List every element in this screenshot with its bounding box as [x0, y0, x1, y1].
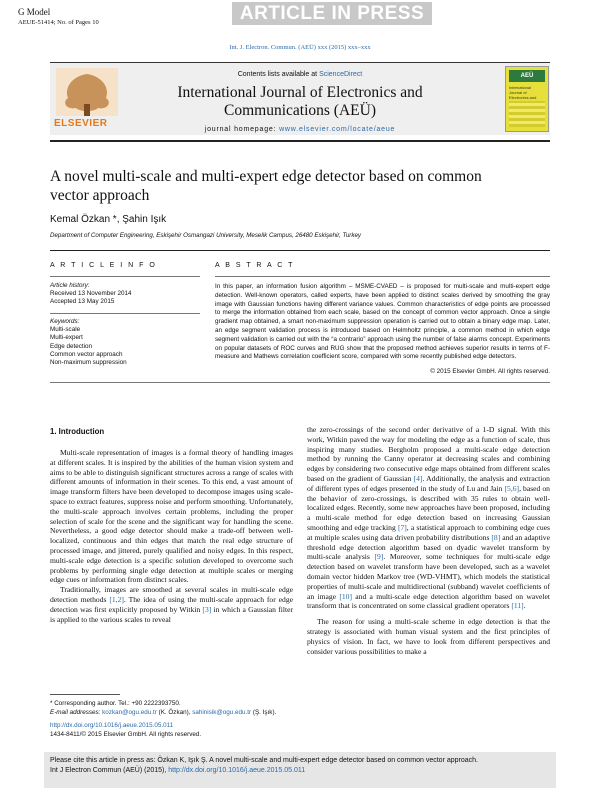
cover-subtitle: International Journal of Electronics and	[509, 85, 537, 100]
footnote-emails	[50, 709, 276, 717]
text-run: and a multi-scale edge detection algorithm based on wavelet transform that is concentrated on some classical gradient operators	[307, 591, 550, 611]
paper-title	[50, 167, 550, 205]
text-run: and an adaptive threshold edge detection algorithm based on dyadic wavelet transform by multi-scale analysis	[307, 532, 550, 562]
cite-line-1: Please cite this article in press as: Özkan K, Işık Ş. A novel multi-scale and multi-expert edge detector based on common vector approach.	[50, 757, 478, 764]
text-run: .	[523, 601, 526, 611]
citation-link[interactable]: [7]	[397, 522, 407, 532]
keywords-block	[50, 318, 127, 367]
right-paragraph-2: The reason for using a multi-scale scheme in edge detection is that the strategy is associated with human visual system and the first principles of physics of vision. In fact, we have to look from different perspectives and consider various possibilities to make a	[307, 617, 550, 656]
article-info-divider	[50, 276, 200, 277]
accepted-date: Accepted 13 May 2015	[50, 298, 115, 306]
affiliation-divider	[50, 250, 550, 251]
right-column	[307, 425, 550, 656]
doi-link[interactable]	[50, 722, 173, 730]
keyword-item: Multi-scale	[50, 326, 81, 334]
email-link[interactable]: sahinisik@ogu.edu.tr	[192, 709, 252, 716]
keyword-item: Non-maximum suppression	[50, 359, 127, 367]
citation-link[interactable]: [1,2]	[109, 594, 124, 604]
article-info-heading: A R T I C L E I N F O	[50, 262, 157, 269]
doi-text[interactable]: http://dx.doi.org/10.1016/j.aeue.2015.05.011	[50, 722, 174, 729]
header-divider	[50, 140, 550, 142]
manuscript-info: AEUE-51414; No. of Pages 10	[18, 19, 99, 26]
received-date: Received 13 November 2014	[50, 290, 132, 298]
text-run: the zero-crossings of the second order derivative of a 1-D signal. With this work, Witkin paved the way for modeling the edge as a function of scale, thus inspiring many studies. Bergholm proposed a multi-scale edge detection method by running the Canny operator at decreasing scales and combining edges by considering two consecutive edge maps obtained from different scales based on the gradient of Gaussian	[307, 425, 550, 483]
intro-paragraph-2	[50, 585, 293, 624]
article-history	[50, 282, 132, 307]
citation-link[interactable]: [10]	[339, 591, 352, 601]
issn-line: 1434-8411/© 2015 Elsevier GmbH. All rights reserved.	[50, 731, 202, 738]
footnote-divider	[50, 694, 120, 695]
text-run: , based on the behavior of zero-crossings, is described with 35 rules to obtain well-localized edges. Recently, some new approaches have been proposed, including a multi-scale method for edge detection based on increasing Gaussian smoothing and edge tracking	[307, 483, 550, 532]
cover-badge: AEÜ	[509, 70, 545, 82]
citation-link[interactable]: [5,6]	[504, 483, 520, 493]
keyword-item: Multi-expert	[50, 334, 83, 342]
text-run: , a statistical approach to combining edge cues at multiple scales using data driven probability distributions	[307, 522, 550, 542]
citation-link[interactable]: [3]	[202, 604, 212, 614]
abstract-text: In this paper, an information fusion algorithm – MSME-CVAED – is proposed for multi-scale and multi-expert edge detection. Well-known operators, called experts, have been applied to distinct scales derived by smoothing the gray image with Gaussian functions having different variance values. Common characteristics of edge points are processed to merge the information obtained from each scale, based on the concept of common vector approach. Once a single gradient map obtained, a smart non-maximum suppression operation is carried out to obtain a binary edge map. Later, an edge segment validation process is introduced based on Helmholtz principle, a common method in which edge segment validation is carried out with the “a contrario” approach using the number of false alarms concept. Experiments on popular datasets of ROC curves and RUG show that the proposed method achieves superior results in terms of F-measure and Mathews correlation coefficient score, compared with some recently published edge detectors.	[215, 283, 550, 361]
elsevier-wordmark: ELSEVIER	[54, 118, 108, 129]
email-owner: (K. Özkan),	[156, 709, 193, 716]
abstract-heading: A B S T R A C T	[215, 262, 295, 269]
email-label: E-mail addresses:	[50, 709, 103, 716]
text-run: . The idea of using the multi-scale approach for edge detection was first explicitly proposed by Witkin	[50, 594, 293, 614]
article-in-press-banner: ARTICLE IN PRESS	[232, 2, 432, 25]
citation-link[interactable]: [11]	[511, 601, 524, 611]
text-run: . Moreover, some techniques for multi-scale edge detection based on wavelet transform have been developed, such as a wavelet domain vector hidden Markov tree (WD-VHMT), which models the statistical properties of multi-scale and multidirectional (subband) wavelet coefficients of an image	[307, 552, 550, 601]
citation-link[interactable]: [9]	[374, 552, 384, 562]
journal-title-line1: International Journal of Electronics and	[177, 84, 423, 101]
journal-title	[150, 84, 450, 120]
intro-paragraph-1: Multi-scale representation of images is a formal theory of handling images at different scales. It is inspired by the abilities of the human vision system and aims to be able to distinguish significant structures across a range of scales with different amounts of information in their scenes. To this end, a vast amount of image transform filters have been developed to decompose images using scale-space to extract features, suppress noise and perform smoothing. Unfortunately, the multi-scale approach involves certain problems, including the proper selection of scale for the scene and the significant way for handling the scene. Nevertheless, a good edge detector should make a trade-off between well-localized, continuous and thin edges that match the real edge structure of processed image, and jittered, purely qualified and noisy edges. In this respect, multi-scale edge detection is a specific solution developed to overcome such problems by performing single edge detection at multiple scales or merging edge cues or information from distinct scales.	[50, 448, 293, 585]
abstract-copyright: © 2015 Elsevier GmbH. All rights reserved.	[430, 368, 550, 375]
cite-line-2	[50, 766, 550, 776]
citation-link[interactable]: [4]	[413, 473, 423, 483]
paper-title-line2: vector approach	[50, 187, 150, 204]
text-run: in which a Gaussian filter is applied to the various scales to reveal	[50, 604, 293, 624]
left-column	[50, 448, 293, 624]
keyword-item: Edge detection	[50, 342, 93, 350]
abstract-bottom-divider	[50, 382, 550, 383]
cite-prefix: Int J Electron Commun (AEÜ) (2015),	[50, 767, 169, 774]
history-divider	[50, 313, 200, 314]
cite-this-article-box	[44, 752, 556, 788]
cover-pattern	[509, 101, 545, 127]
cite-doi-link[interactable]: http://dx.doi.org/10.1016/j.aeue.2015.05.011	[168, 767, 306, 774]
journal-title-line2: Communications (AEÜ)	[224, 102, 376, 119]
homepage-prefix: journal homepage:	[204, 126, 280, 133]
affiliation: Department of Computer Engineering, Eskişehir Osmangazi University, Meselik Campus, 26480 Eskişehir, Turkey	[50, 232, 361, 239]
authors-line: Kemal Özkan *, Şahin Işık	[50, 214, 167, 225]
keywords-label: Keywords:	[50, 318, 80, 325]
citation-link[interactable]: [8]	[491, 532, 501, 542]
email-link[interactable]: kozkan@ogu.edu.tr	[102, 709, 157, 716]
text-run: Traditionally, images are smoothed at several scales in multi-scale edge detection methods	[50, 585, 293, 604]
section-heading-introduction: 1. Introduction	[50, 427, 105, 436]
footnote-corresponding: * Corresponding author. Tel.: +90 2222393750.	[50, 700, 181, 707]
keyword-item: Common vector approach	[50, 350, 123, 358]
contents-prefix: Contents lists available at	[237, 71, 320, 78]
right-paragraph-1	[307, 425, 550, 611]
journal-citation-line: Int. J. Electron. Commun. (AEÜ) xxx (2015) xxx–xxx	[229, 44, 371, 51]
abstract-top-divider	[215, 276, 550, 277]
text-run: . Additionally, the analysis and extraction of different types of edges presented in the study of Lu and Jain	[307, 473, 550, 493]
email-owner: (Ş. Işık).	[251, 709, 277, 716]
history-label: Article history:	[50, 282, 90, 289]
sciencedirect-link[interactable]: ScienceDirect	[319, 71, 363, 78]
journal-cover-thumbnail	[505, 66, 549, 132]
homepage-link[interactable]: www.elsevier.com/locate/aeue	[279, 126, 396, 133]
paper-title-line1: A novel multi-scale and multi-expert edge detector based on common	[50, 168, 482, 185]
g-model-label: G Model	[18, 7, 51, 17]
